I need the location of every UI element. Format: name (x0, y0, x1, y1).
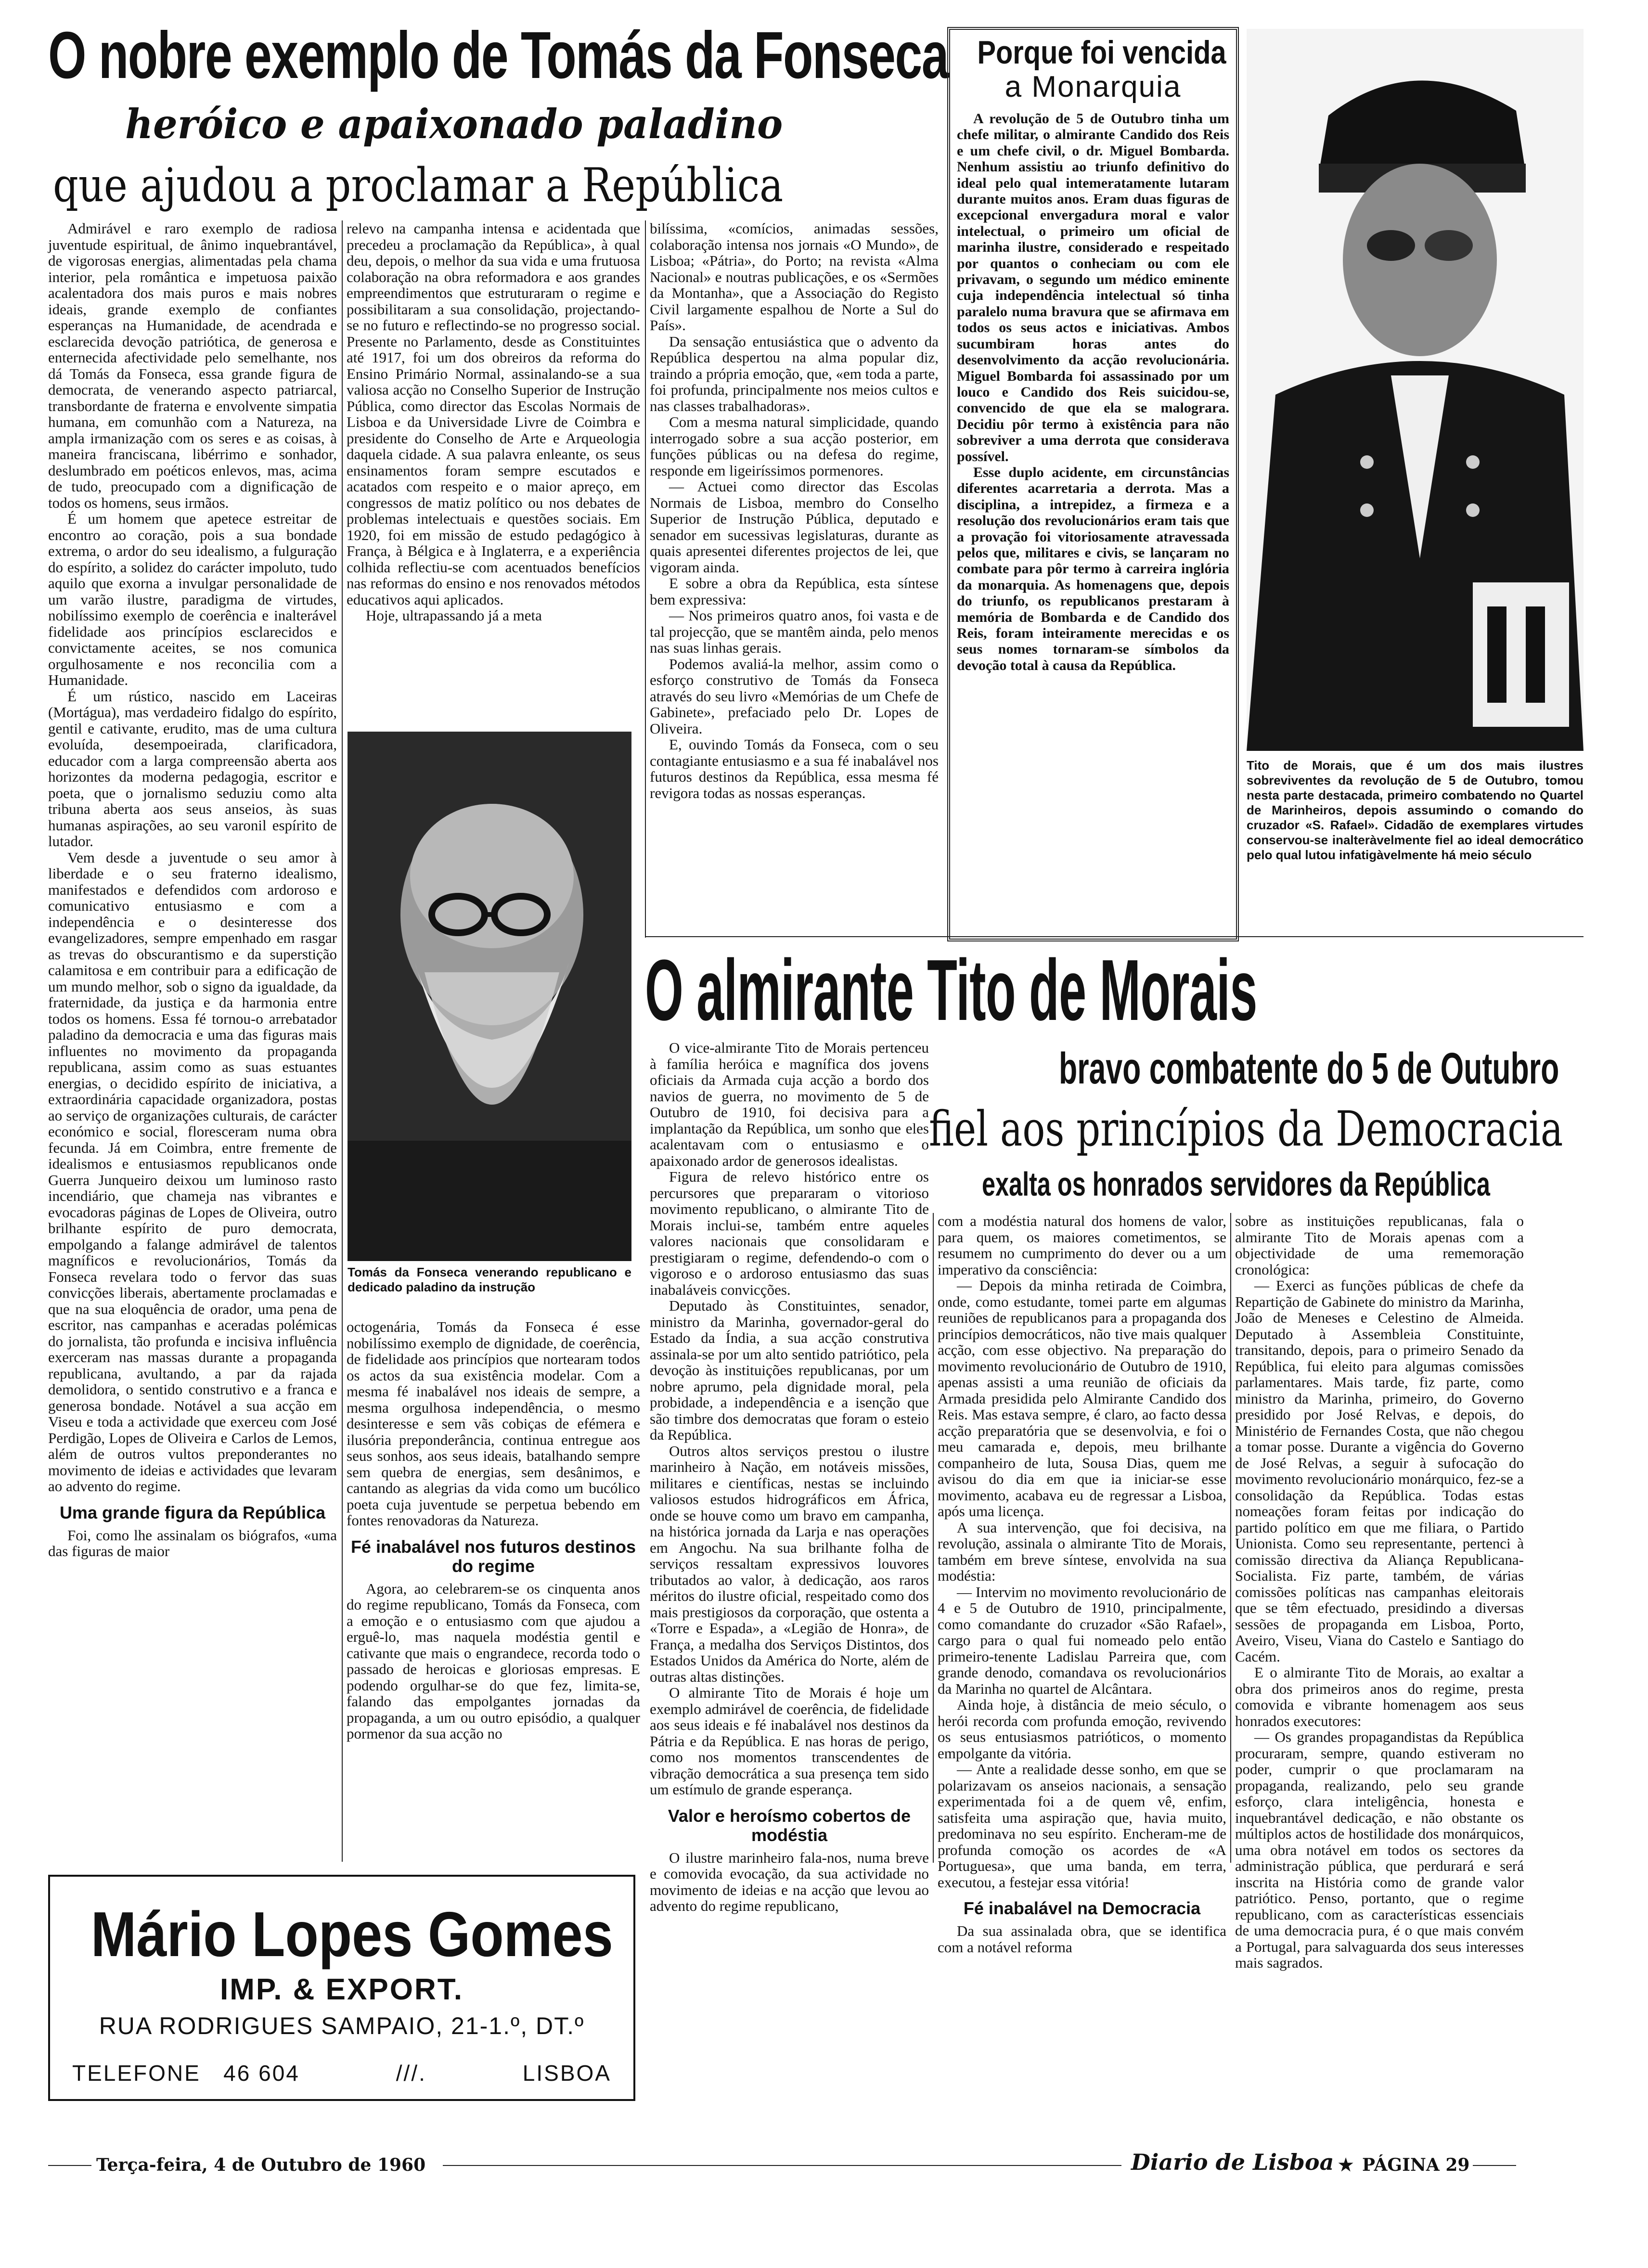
paragraph: bilíssima, «comícios, animadas sessões, colaboração intensa nos jornais «O Mundo», de Lisboa; «Pátria», do Porto; na revista «Alma Nacional» e noutras publicações, e os «Sermões da Montanha», que a Associação do Registo Civil largamente espalhou de Norte a Sul do País». (650, 220, 939, 334)
paragraph: A revolução de 5 de Outubro tinha um chefe militar, o almirante Candido dos Reis e um chefe civil, o dr. Miguel Bombarda. Nenhum assistiu ao triunfo definitivo do ideal pelo qual intemeratamente lutaram durante muitos anos. Eram duas figuras de excepcional envergadura moral e valor intelectual, o primeiro um oficial de marinha ilustre, considerado e respeitado por quantos o conheciam ou com ele privavam, o segundo um médico eminente cuja independência intelectual só tinha paralelo numa bravura que se afirmava em todos os seus actos e iniciativas. Ambos sucumbiram horas antes do desenvolvimento da acção revolucionária. Miguel Bombarda foi assassinado por um louco e Candido dos Reis suicidou-se, convencido de que ela se malograra. Decidiu pôr termo à existência para não sobreviver a uma derrota que considerava possível. (957, 111, 1229, 464)
article1-column-2-bottom (347, 1319, 640, 1862)
article1-subhead: que ajudou a proclamar a República (53, 158, 784, 212)
ad-separator: ///. (396, 2061, 426, 2086)
paragraph: Com a mesma natural simplicidade, quando interrogado sobre a sua acção posterior, em funções públicas ou na defesa do regime, responde em ligeiríssimos pormenores. (650, 413, 939, 479)
article1-column-3 (650, 220, 939, 933)
paragraph: — Actuei como director das Escolas Normais de Lisboa, membro do Conselho Superior de Instrução Pública, deputado e senador em sucessivas legislaturas, durante as quais apresentei diferentes projectos de lei, que vigoram ainda. (650, 478, 939, 576)
paragraph: Da sensação entusiástica que o advento da República despertou na alma popular diz, traindo a própria emoção, que, «em toda a parte, foi profunda, principalmente nos meios cultos e nas classes trabalhadoras». (650, 333, 939, 414)
paragraph: E o almirante Tito de Morais, ao exaltar a obra dos primeiros anos do regime, presta comovida e vibrante homenagem aos seus honrados executores: (1235, 1664, 1524, 1729)
footer-masthead: Diario de Lisboa (1131, 2149, 1334, 2175)
sidebar-title-line1: Porque foi vencida (977, 34, 1226, 71)
portrait-illustration (348, 732, 631, 1261)
section-divider (645, 936, 1584, 937)
paragraph: Deputado às Constituintes, senador, ministro da Marinha, governador-geral do Estado da Índia, a sua acção construtiva assinala-se por um alto sentido patriótico, pela devoção às instituições republicanas, por um nobre aprumo, pela dignidade moral, pela probidade, a independência e a isenção que são timbre dos democratas que foram o esteio da República. (650, 1297, 929, 1443)
portrait-illustration (1247, 29, 1584, 751)
article1-column-2-top (347, 220, 640, 726)
column-rule (342, 220, 343, 1862)
paragraph: E sobre a obra da República, esta síntese bem expressiva: (650, 575, 939, 608)
article2-headline: O almirante Tito de Morais (645, 942, 1257, 1039)
paragraph: Admirável e raro exemplo de radiosa juventude espiritual, de ânimo inquebrantável, de vigorosas energias, alimentadas pela chama interior, pela romântica e impetuosa paixão acalentadora dos mais puros e mais nobres ideais, grande exemplo de confiantes esperanças na Humanidade, de acendrada e esclarecida devoção patriótica, de generosa e enternecida afectividade pelo semelhante, nos dá Tomás da Fonseca, essa grande figura de democrata, de venerando aspecto patriarcal, transbordante de fraterna e envolvente simpatia humana, em comunhão com a Natureza, na ampla irmanização com os seres e as coisas, à maneira franciscana, libérrimo e sonhador, deslumbrado em poéticos enlevos, mas, acima de tudo, preocupado com a dignificação de todos os homens, seus irmãos. (48, 220, 337, 511)
tito-de-morais-photo (1247, 29, 1584, 751)
section-subhead: Valor e heroísmo cobertos de modéstia (668, 1805, 911, 1845)
paragraph: E, ouvindo Tomás da Fonseca, com o seu contagiante entusiasmo e a sua fé inabalável nos futuros destinos da República, essa mesma fé revigora todas as nossas esperanças. (650, 736, 939, 801)
paragraph: Podemos avaliá-la melhor, assim como o esforço construtivo de Tomás da Fonseca através do seu livro «Memórias de um Chefe de Gabinete», prefaciado pelo Dr. Lopes de Oliveira. (650, 655, 939, 737)
paragraph: O almirante Tito de Morais é hoje um exemplo admirável de coerência, de fidelidade aos seus ideais e fé inabalável nos destinos da Pátria e da República. E nas horas de perigo, como nos momentos transcendentes de vibração democrática a sua presença tem sido um estímulo de grande esperança. (650, 1684, 929, 1798)
article2-subhead-2: fiel aos princípios da Democracia (929, 1101, 1563, 1157)
ad-city: LISBOA (522, 2061, 611, 2086)
column-rule (645, 220, 646, 938)
ad-business-type: IMP. & EXPORT. (220, 1973, 464, 2006)
footer-rule-left (48, 2165, 91, 2166)
footer-date: Terça-feira, 4 de Outubro de 1960 (96, 2155, 426, 2175)
paragraph: — Ante a realidade desse sonho, em que se polarizavam os anseios nacionais, a sensação experimentada foi a de quem vê, enfim, satisfeita uma aspiração que, havia muito, predominava no seu espírito. Encheram-me de profunda comoção os acordes de «A Portuguesa», que uma banda, em terra, executou, a festejar essa vitória! (938, 1761, 1226, 1891)
paragraph: Esse duplo acidente, em circunstâncias diferentes acarretaria a derrota. Mas a disciplina, a intrepidez, a firmeza e a resolução dos revolucionários eram tais que a provação foi vitoriosamente atravessada pelos que, militares e civis, se lançaram no combate para pôr termo à carreira inglória da monarquia. As homenagens que, depois do triunfo, os republicanos prestaram à memória de Bombarda e de Candido dos Reis, foram inteiramente merecidas e os seus nomes tornaram-se símbolos da devoção total à causa da República. (957, 464, 1229, 673)
footer-rule-right (1473, 2165, 1516, 2166)
article2-subhead-1: bravo combatente do 5 de Outubro (1059, 1044, 1559, 1093)
paragraph: É um homem que apetece estreitar de encontro ao coração, pois a sua bondade extrema, o ardor do seu idealismo, a fulguração do espírito, a solidez do carácter impoluto, tudo aquilo que exorna a invulgar personalidade de um varão ilustre, paradigma de virtudes, nobilíssimo exemplo de coerência e inalterável fidelidade aos princípios esclarecidos e convictamente aceites, se nos comunica orgulhosamente e nos reconcilia com a Humanidade. (48, 510, 337, 688)
article2-column-1 (650, 1039, 929, 1914)
paragraph: Vem desde a juventude o seu amor à liberdade e o seu fraterno idealismo, manifestados e defendidos com ardoroso e comunicativo entusiasmo e com a independência e o desinteresse dos evangelizadores, sempre empenhado em rasgar as trevas do obscurantismo e da superstição calamitosa e em contribuir para a edificação de um mundo melhor, sob o signo da igualdade, da fraternidade, da justiça e da harmonia entre todos os homens. Essa fé tornou-o arrebatador paladino da democracia e uma das figuras mais influentes no movimento da propaganda republicana, assim como as suas estuantes energias, o decidido espírito de iniciativa, a extraordinária capacidade organizadora, postas ao serviço de organizações culturais, de carácter económico e social, floresceram numa obra fecunda. Já em Coimbra, entre fremente de idealismos e entusiasmos republicanos onde Guerra Junqueiro deixou um luminoso rasto incendiário, que chameja nas vibrantes e evocadoras páginas de Lopes de Oliveira, outro brilhante espírito de puro democrata, empolgando a falange admirável de talentos magníficos e revolucionários, Tomás da Fonseca revelara todo o fervor das suas convicções liberais, abertamente proclamadas e que na sua eloquência de orador, uma pena de escritor, nas campanhas e aceradas polémicas do jornalista, tão profunda e incisiva influência exerceram nas massas durante a propaganda republicana, avultando, a par da rajada demolidora, o sentido construtivo e a franca e generosa bondade. Notável a sua acção em Viseu e toda a actividade que exerceu com José Perdigão, Lopes de Oliveira e Carlos de Lemos, além de outros vultos preponderantes no movimento de ideias e actividades que levaram ao advento do regime. (48, 849, 337, 1495)
footer-page-number: PÁGINA 29 (1362, 2155, 1470, 2175)
paragraph: Hoje, ultrapassando já a meta (366, 607, 542, 624)
ad-address: RUA RODRIGUES SAMPAIO, 21-1.º, DT.º (99, 2012, 585, 2039)
paragraph: Outros altos serviços prestou o ilustre marinheiro à Nação, em notáveis missões, militares e científicas, nestas se incluindo valiosos estudos hidrográficos em África, onde se houve como um bravo em campanha, na histórica jornada da Larja e nas operações em Angochu. Na sua brilhante folha de serviços ressaltam expressivos louvores tributados ao valor, à dedicação, aos raros méritos do ilustre oficial, respeitado como dos mais prestigiosos da corporação, que ostenta a «Torre e Espada», a «Legião de Honra», de França, a medalha dos Serviços Distintos, dos Estados Unidos da América do Norte, além de outras altas distinções. (650, 1442, 929, 1685)
paragraph: Ainda hoje, à distância de meio século, o herói recorda com profunda emoção, revivendo os seus entusiasmos patrióticos, o momento empolgante da vitória. (938, 1696, 1226, 1762)
footer-rule-middle (443, 2165, 1121, 2166)
paragraph: octogenária, Tomás da Fonseca é esse nobilíssimo exemplo de dignidade, de coerência, de fidelidade aos princípios que nortearam todos os actos da sua existência modelar. Com a mesma fé inabalável nos ideais de sempre, a mesma orgulhosa independência, o mesmo desinteresse e sem vãs cobiças de efémera e ilusória preponderância, continua entregue aos seus sonhos, aos seus ideais, batalhando sempre sem quebra de energias, sem desânimos, e cantando as alegrias da vida como um bucólico poeta cuja juventude se perpetua bebendo em fontes renovadoras da Natureza. (347, 1318, 640, 1529)
paragraph: — Intervim no movimento revolucionário de 4 e 5 de Outubro de 1910, principalmente, como comandante do cruzador «São Rafael», cargo para o qual fui nomeado pelo então primeiro-tenente Ladislau Parreira que, com grande denodo, comandava os revolucionários da Marinha no quartel de Alcântara. (938, 1583, 1226, 1697)
ad-phone (72, 2060, 300, 2087)
paragraph: Da sua assinalada obra, que se identifica com a notável reforma (938, 1922, 1226, 1956)
article2-subhead-3: exalta os honrados servidores da República (982, 1165, 1490, 1203)
ad-company-name: Mário Lopes Gomes (90, 1899, 613, 1970)
monarchy-sidebar-box (947, 27, 1239, 941)
article2-column-3 (1235, 1212, 1524, 1971)
paragraph: — Depois da minha retirada de Coimbra, onde, como estudante, tomei parte em algumas reuniões de republicanos para a propaganda dos princípios democráticos, não tive mais qualquer acção, com esse objectivo. Na preparação do movimento revolucionário de Outubro de 1910, apenas assisti a uma reunião de oficiais da Armada presidida pelo Almirante Candido dos Reis. Mas estava sempre, é claro, ao facto dessa acção preparatória que se desenvolvia, e foi o meu camarada e, depois, meu brilhante companheiro de luta, Sousa Dias, quem me avisou do dia em que ia iniciar-se esse movimento, acabava eu de regressar a Lisboa, após uma licença. (938, 1277, 1226, 1520)
section-subhead: Fé inabalável nos futuros destinos do regime (350, 1536, 636, 1576)
paragraph: O vice-almirante Tito de Morais pertenceu à família heróica e magnífica dos jovens oficiais da Armada cuja acção a bordo dos navios de guerra, no movimento de 5 de Outubro de 1910, foi decisiva para a implantação da República, um sonho que eles acalentavam com o entusiasmo e o apaixonado ardor de generosos idealistas. (650, 1039, 929, 1169)
ad-contact-row (50, 2060, 633, 2087)
paragraph: sobre as instituições republicanas, fala o almirante Tito de Morais apenas com a objectividade de uma rememoração cronológica: (1235, 1212, 1524, 1278)
article2-column-2 (938, 1212, 1226, 1956)
article1-column-1 (48, 220, 337, 1862)
column-rule (933, 1213, 934, 1863)
tito-de-morais-caption: Tito de Morais, que é um dos mais ilustres sobreviventes da revolução de 5 de Outubro, tomou nesta parte destacada, primeiro combatendo no Quartel de Marinheiros, depois assumindo o comando do cruzador «S. Rafael». Cidadão de exemplares virtudes conservou-se inalteràvelmente fiel ao ideal democrático pelo qual lutou infatigàvelmente há meio século (1247, 758, 1584, 862)
ad-phone-number: 46 604 (223, 2061, 300, 2086)
sidebar-text (957, 111, 1229, 673)
paragraph: Figura de relevo histórico entre os percursores que prepararam o vitorioso movimento republicano, o almirante Tito de Morais inclui-se, também entre aqueles valores nacionais que consolidaram e prestigiaram o regime, defendendo-o com o vigoroso e o ardoroso entusiasmo das suas inabaláveis convicções. (650, 1168, 929, 1298)
paragraph: O ilustre marinheiro fala-nos, numa breve e comovida evocação, da sua actividade no movimento de ideias e na acção que levou ao advento do regime republicano, (650, 1849, 929, 1914)
paragraph: É um rústico, nascido em Laceiras (Mortágua), mas verdadeiro fidalgo do espírito, gentil e cativante, erudito, mas de uma cultura evoluída, desempoeirada, clarificadora, educador com a larga compreensão aberta aos horizontes da moderna pedagogia, escritor e poeta, que o jornalismo seduziu como alta tribuna aberta aos seus anseios, às suas humanas aspirações, ao seu varonil espírito de lutador. (48, 687, 337, 850)
article1-subhead-italic: heróico e apaixonado paladino (125, 100, 783, 148)
paragraph: — Nos primeiros quatro anos, foi vasta e de tal projecção, que se mantêm ainda, pelo menos nas suas linhas gerais. (650, 607, 939, 656)
paragraph: — Os grandes propagandistas da República procuraram, sempre, quando estiveram no poder, cumprir o que proclamaram na propaganda, realizando, pelo seu grande esforço, clara inteligência, honesta e inquebrantável dedicação, e não obstante os múltiplos actos de hostilidade dos monárquicos, uma obra notável em todos os sectores da administração pública, que perdurará e será inscrita na História como de grande valor patriótico. Penso, portanto, que o regime republicano, com as características essenciais de uma democracia pura, é o que mais convém a Portugal, para salvaguarda dos seus interesses mais sagrados. (1235, 1728, 1524, 1971)
paragraph: Agora, ao celebrarem-se os cinquenta anos do regime republicano, Tomás da Fonseca, com a emoção e o entusiasmo com que ajudou a erguê-lo, mas naquela modéstia gentil e cativante que mais o engrandece, recorda todo o passado de heroicas e gloriosas empresas. E podendo orgulhar-se do que fez, limita-se, falando das empolgantes jornadas da propaganda, a um ou outro episódio, a qualquer pormenor da sua acção no (347, 1580, 640, 1742)
paragraph: Foi, como lhe assinalam os biógrafos, «uma das figuras de maior (48, 1526, 337, 1559)
paragraph: com a modéstia natural dos homens de valor, para quem, os maiores cometimentos, se resumem no cumprimento do dever ou a um imperativo da consciência: (938, 1212, 1226, 1278)
section-subhead: Fé inabalável na Democracia (963, 1898, 1201, 1918)
article1-headline: O nobre exemplo de Tomás da Fonseca (48, 18, 949, 92)
sidebar-title-line2: a Monarquia (1004, 70, 1182, 103)
section-subhead: Uma grande figura da República (59, 1502, 326, 1522)
paragraph: — Exerci as funções públicas de chefe da Repartição de Gabinete do ministro da Marinha, João de Meneses e Celestino de Almeida. Deputado à Assembleia Constituinte, transitando, depois, para o primeiro Senado da República, fui eleito para algumas comissões parlamentares. Mais tarde, fiz parte, como ministro da Marinha, primeiro, do Governo presidido por José Relvas, e depois, do Ministério de Fernandes Costa, que não chegou a tomar posse. Durante a vigência do Governo de José Relvas, a seguir à sufocação do movimento revolucionário monárquico, fez-se a consolidação da República. Todas estas nomeações foram feitas por indicação do partido político em que me filiara, o Partido Unionista. Como seu representante, pertenci à comissão directiva da Aliança Republicana-Socialista. Fiz parte, também, de várias comissões políticas nas campanhas eleitorais que se têm efectuado, presidindo a diversas sessões de propaganda em Lisboa, Porto, Aveiro, Viseu, Viana do Castelo e Santiago do Cacém. (1235, 1277, 1524, 1665)
advertisement-box (48, 1875, 635, 2101)
column-rule (1230, 1213, 1231, 1863)
ad-phone-label: TELEFONE (72, 2061, 201, 2086)
tomas-da-fonseca-caption: Tomás da Fonseca venerando republicano e dedicado paladino da instrução (348, 1265, 631, 1294)
paragraph: relevo na campanha intensa e acidentada que precedeu a proclamação da República», à qual deu, depois, o melhor da sua vida e uma frutuosa colaboração na obra reformadora e aos grandes empreendimentos que estruturaram o regime e possibilitaram a sua consolidação, projectando-se no futuro e reflectindo-se no progresso social. Presente no Parlamento, desde as Constituintes até 1917, foi um dos obreiros da reforma do Ensino Primário Normal, assinalando-se a sua valiosa acção no Conselho Superior de Instrução Pública, como director das Escolas Normais de Lisboa e da Universidade Livre de Coimbra e presidente do Conselho de Arte e Arqueologia daquela cidade. A sua palavra enleante, os seus ensinamentos foram sempre escutados e acatados com respeito e o maior apreço, em congressos de matiz político ou nos debates de problemas intelectuais e questões sociais. Em 1920, foi em missão de estudo pedagógico à França, à Bélgica e à Inglaterra, e a experiência colhida reflectiu-se com acentuados benefícios nas reformas do ensino e nos renovados métodos educativos aqui aplicados. (347, 220, 640, 608)
tomas-da-fonseca-photo (348, 732, 631, 1261)
paragraph: A sua intervenção, que foi decisiva, na revolução, assinala o almirante Tito de Morais, também em breve síntese, envolvida na sua modéstia: (938, 1519, 1226, 1584)
footer-star-icon: ★ (1338, 2155, 1354, 2175)
